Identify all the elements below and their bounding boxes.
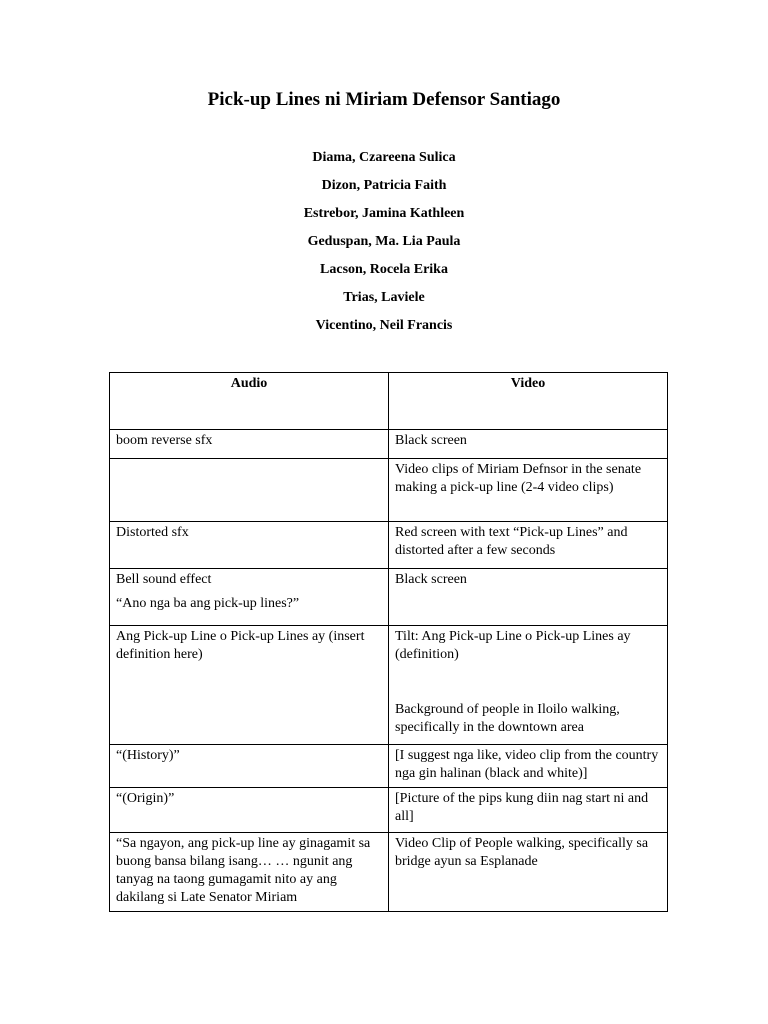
author-name: Estrebor, Jamina Kathleen <box>303 206 465 221</box>
cell-text: [Picture of the pips kung diin nag start ni and all] <box>395 791 649 824</box>
video-cell <box>389 626 668 745</box>
audio-cell <box>110 833 389 912</box>
cell-text: “(History)” <box>116 748 180 763</box>
video-column-header: Video <box>389 373 668 430</box>
table-row <box>110 569 668 626</box>
audio-video-script-table <box>109 372 668 912</box>
cell-text: Black screen <box>395 572 467 587</box>
cell-text: Black screen <box>395 433 467 448</box>
document-title: Pick-up Lines ni Miriam Defensor Santiago <box>207 89 561 110</box>
author-name: Geduspan, Ma. Lia Paula <box>307 234 461 249</box>
author-name: Diama, Czareena Sulica <box>312 150 456 165</box>
cell-text: boom reverse sfx <box>116 433 213 448</box>
cell-text: Ang Pick-up Line o Pick-up Lines ay (insert definition here) <box>116 629 365 662</box>
audio-cell <box>110 745 389 788</box>
video-cell <box>389 745 668 788</box>
audio-cell <box>110 522 389 569</box>
cell-text: Red screen with text “Pick-up Lines” and distorted after a few seconds <box>395 525 628 558</box>
cell-text: Background of people in Iloilo walking, specifically in the downtown area <box>395 702 620 735</box>
author-name: Trias, Laviele <box>343 290 425 305</box>
audio-cell <box>110 459 389 522</box>
cell-text: “(Origin)” <box>116 791 175 806</box>
author-name: Vicentino, Neil Francis <box>315 318 453 333</box>
cell-text: Tilt: Ang Pick-up Line o Pick-up Lines ay (definition) <box>395 629 631 662</box>
audio-column-header: Audio <box>110 373 389 430</box>
video-cell <box>389 522 668 569</box>
cell-text: Bell sound effect <box>116 572 212 587</box>
table-header-row <box>110 373 668 430</box>
audio-cell <box>110 430 389 459</box>
cell-text: Video clips of Miriam Defnsor in the senate making a pick-up line (2-4 video clips) <box>395 462 642 495</box>
cell-text: [I suggest nga like, video clip from the country nga gin halinan (black and white)] <box>395 748 659 781</box>
table-row <box>110 459 668 522</box>
audio-cell <box>110 626 389 745</box>
author-name: Lacson, Rocela Erika <box>320 262 448 277</box>
table-row <box>110 522 668 569</box>
video-cell <box>389 833 668 912</box>
author-name: Dizon, Patricia Faith <box>321 178 447 193</box>
video-cell <box>389 788 668 833</box>
video-cell <box>389 430 668 459</box>
table-row <box>110 833 668 912</box>
cell-text: “Sa ngayon, ang pick-up line ay ginagamit sa buong bansa bilang isang… … ngunit ang tanyag na taong gumagamit nito ay ang dakilang si Late Senator Miriam <box>116 836 371 905</box>
audio-cell <box>110 788 389 833</box>
table-row <box>110 788 668 833</box>
cell-text: “Ano nga ba ang pick-up lines?” <box>116 596 300 611</box>
video-cell <box>389 459 668 522</box>
table-row <box>110 626 668 745</box>
cell-text: Video Clip of People walking, specifically sa bridge ayun sa Esplanade <box>395 836 649 869</box>
table-row <box>110 430 668 459</box>
table-row <box>110 745 668 788</box>
video-cell <box>389 569 668 626</box>
audio-cell <box>110 569 389 626</box>
cell-text: Distorted sfx <box>116 525 189 540</box>
